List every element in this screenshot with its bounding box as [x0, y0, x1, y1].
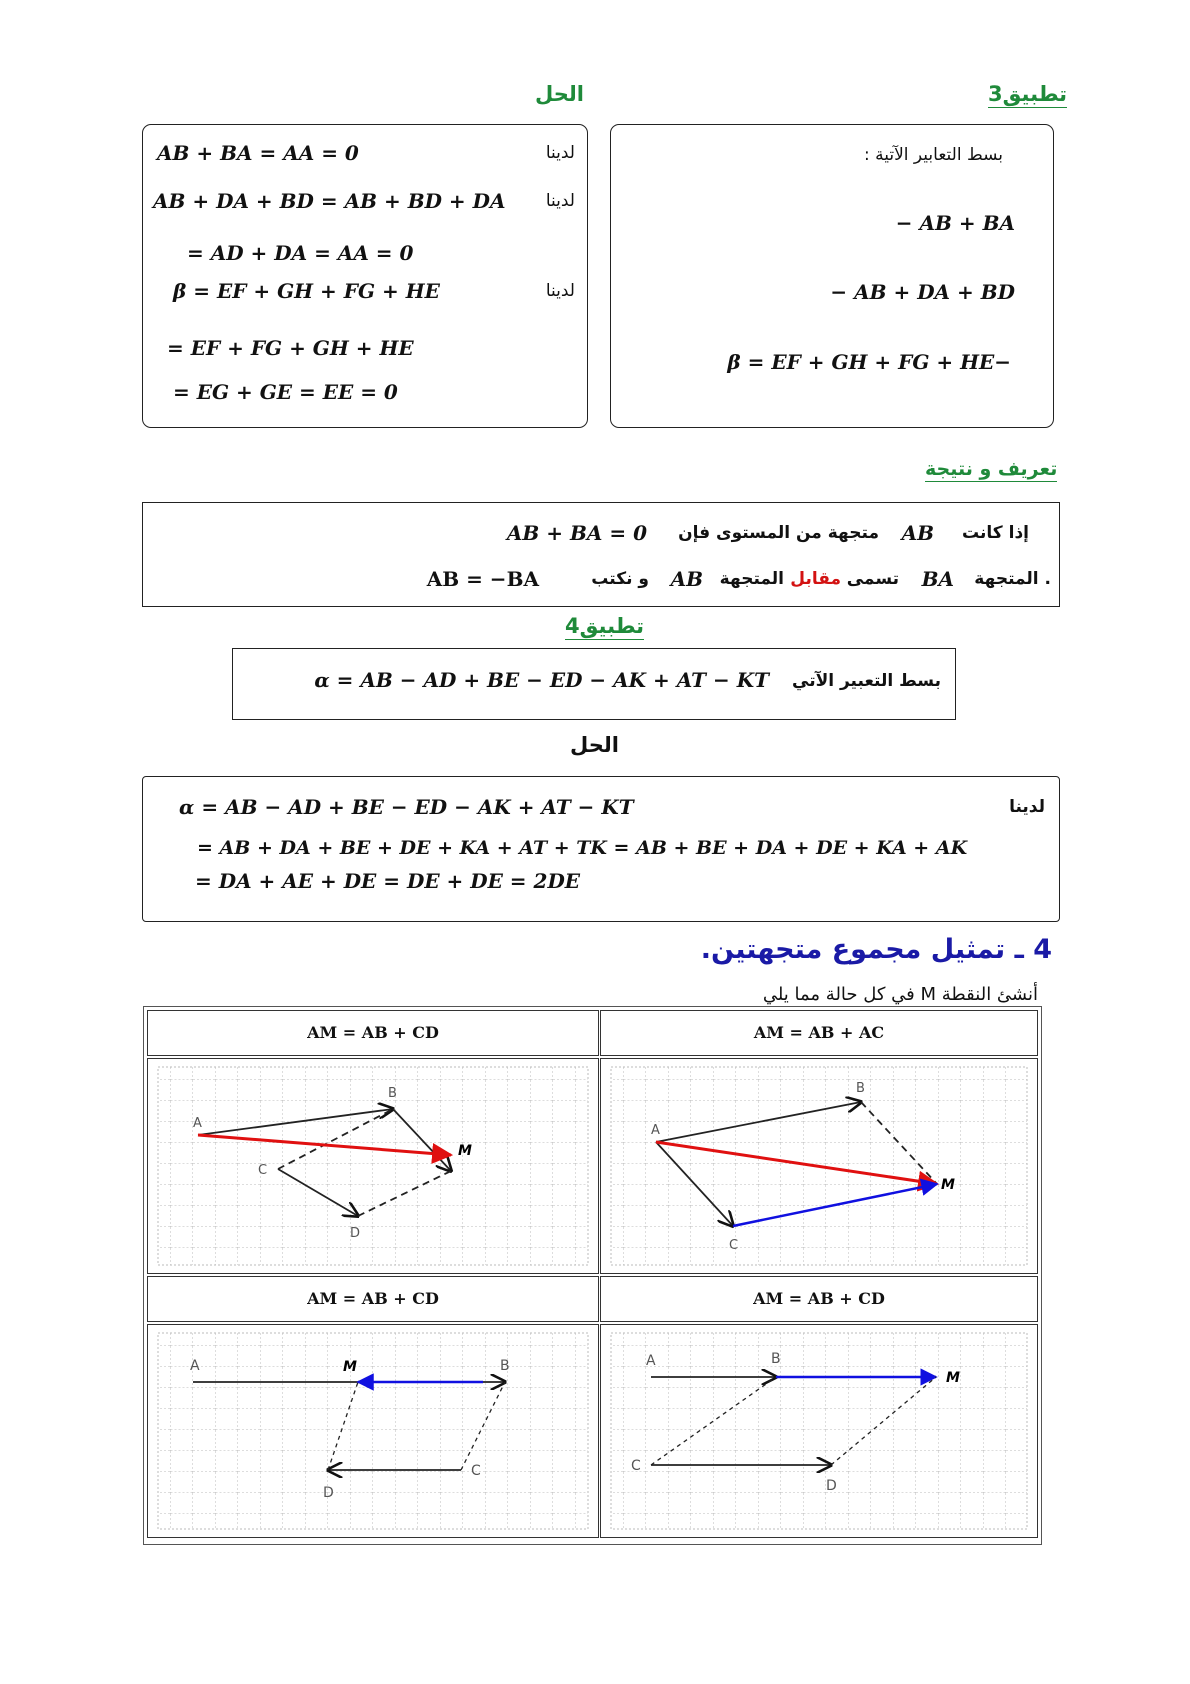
cell4-label-a: A [190, 1358, 200, 1374]
section4-title: 4 ـ تمثيل مجموع متجهتين. [700, 934, 1052, 965]
app4-question-box [232, 648, 956, 720]
cell4-label-b: B [500, 1358, 510, 1374]
section4-instruction: أنشئ النقطة M في كل حالة مما يلي [762, 984, 1038, 1005]
definition-box [142, 502, 1060, 607]
cell2-label-m: M [458, 1143, 472, 1159]
definition-line2-vec2: AB [670, 567, 703, 591]
app3-item-3: β = EF + GH + FG + HE− [727, 350, 1011, 374]
cell1-formula: AM = AB + AC [600, 1010, 1038, 1056]
cell3-label-d: D [826, 1478, 837, 1494]
app3-solution-prefix-2: لدينا [545, 191, 575, 211]
app3-item-2: − AB + DA + BD [830, 280, 1015, 304]
app4-prompt: بسط التعبير الآتي [792, 671, 941, 691]
app4-solution-line-3: = DA + AE + DE = DE + DE = 2DE [195, 869, 581, 893]
app4-solution-box [142, 776, 1060, 922]
cell4-svg [148, 1325, 598, 1537]
cell2-svg [148, 1059, 598, 1273]
app3-solution-prefix-3: لدينا [545, 281, 575, 301]
definition-line2-text-d: و نكتب [591, 569, 649, 589]
cell2-label-b: B [388, 1086, 397, 1101]
definition-line2-vec: BA [921, 567, 954, 591]
cell1-label-c: C [729, 1238, 739, 1253]
definition-line2-math: AB = −BA [426, 567, 539, 591]
cell4-label-c: C [471, 1463, 481, 1479]
cell4-label-m: M [343, 1359, 357, 1375]
definition-line2-text-c: المتجهة [719, 569, 784, 589]
cell4-label-d: D [323, 1485, 334, 1501]
app3-item-1: − AB + BA [895, 211, 1015, 235]
cell3-label-b: B [771, 1351, 781, 1367]
app3-solution-line-3: = AD + DA = AA = 0 [187, 241, 414, 265]
definition-line2-text-b: تسمى [846, 569, 899, 589]
cell2-formula: AM = AB + CD [147, 1010, 599, 1056]
definition-line1-vec: AB [901, 521, 934, 545]
cell1-label-a: A [651, 1123, 660, 1138]
cell3-label-m: M [946, 1370, 960, 1386]
cell2-label-c: C [258, 1163, 268, 1178]
definition-line1-text-a: إذا كانت [962, 523, 1029, 543]
cell1-figure [600, 1058, 1038, 1274]
app3-solution-line-5: = EF + FG + GH + HE [167, 336, 414, 360]
cell1-label-m: M [941, 1177, 955, 1193]
app3-solution-line-6: = EG + GE = EE = 0 [173, 380, 398, 404]
app4-solution-heading: الحل [570, 733, 619, 757]
cell2-figure [147, 1058, 599, 1274]
cell3-figure [600, 1324, 1038, 1538]
app3-heading: تطبيق3 [988, 82, 1068, 106]
cell3-label-c: C [631, 1458, 641, 1474]
definition-line2-text-a: . المتجهة [974, 569, 1051, 589]
cell3-formula: AM = AB + CD [600, 1276, 1038, 1322]
app4-heading: تطبيق4 [565, 614, 645, 638]
cell3-label-a: A [646, 1353, 656, 1369]
app4-solution-prefix: لدينا [1009, 797, 1045, 817]
definition-heading: تعريف و نتيجة [925, 458, 1058, 480]
cell1-svg [601, 1059, 1037, 1273]
app3-solution-line-1: AB + BA = AA = 0 [157, 141, 359, 165]
cell4-formula: AM = AB + CD [147, 1276, 599, 1322]
app3-solution-prefix-1: لدينا [545, 143, 575, 163]
cell2-label-d: D [350, 1226, 361, 1241]
app3-solution-line-2: AB + DA + BD = AB + BD + DA [153, 189, 506, 213]
app3-solution-line-4: β = EF + GH + FG + HE [173, 279, 440, 303]
app3-solution-box [142, 124, 588, 428]
cell2-label-a: A [193, 1116, 202, 1131]
cell3-svg [601, 1325, 1037, 1537]
app4-solution-line-2: = AB + DA + BE + DE + KA + AT + TK = AB + BE + DA + DE + KA + AK [197, 837, 968, 859]
app4-solution-line-1: α = AB − AD + BE − ED − AK + AT − KT [179, 795, 634, 819]
app4-expression: α = AB − AD + BE − ED − AK + AT − KT [314, 668, 769, 692]
definition-line2-highlight: مقابل [790, 569, 841, 589]
app3-solution-heading: الحل [535, 82, 584, 106]
cell4-figure [147, 1324, 599, 1538]
definition-line1-math: AB + BA = 0 [506, 521, 647, 545]
app3-prompt: بسط التعابير الآتية : [863, 145, 1003, 165]
app3-question-box [610, 124, 1054, 428]
definition-line1-text-b: متجهة من المستوى فإن [678, 523, 879, 543]
cell1-label-b: B [856, 1081, 865, 1096]
